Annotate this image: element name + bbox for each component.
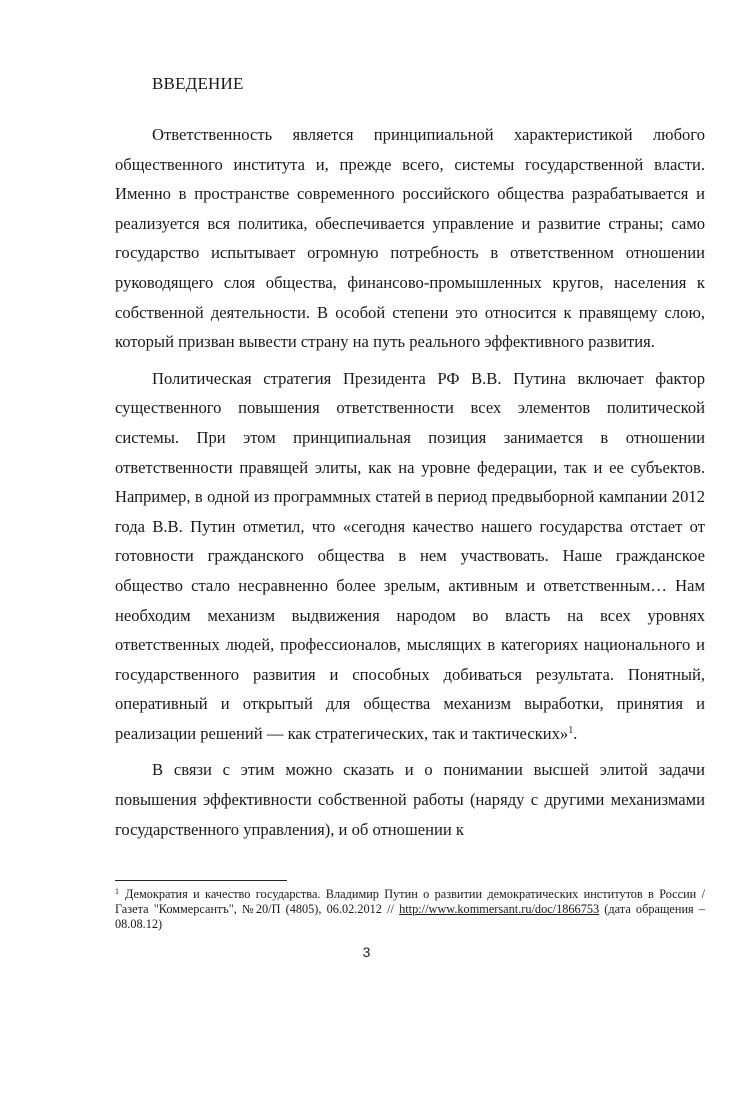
footnote-reference[interactable]: 1 [568,724,574,736]
paragraph-2-text: Политическая стратегия Президента РФ В.В. Путина включает фактор существенного повышения ответственности всех элементов политической системы. При этом принципиальная позиция занимается в отношении ответственности правящей элиты, как на уровне федерации, так и ее субъектов. Например, в одной из программных статей в период предвыборной кампании 2012 года В.В. Путин отметил, что «сегодня качество нашего государства отстает от готовности гражданского общества в нем участвовать. Наше гражданское общество стало несравненно более зрелым, активным и ответственным… Нам необходим механизм выдвижения народом во власть на всех уровнях ответственных людей, профессионалов, мыслящих в категориях национального и государственного развития и способных добиваться результата. Понятный, оперативный и открытый для общества механизм выработки, принятия и реализации решений — как стратегических, так и тактических» [115,368,705,743]
paragraph-2: Политическая стратегия Президента РФ В.В. Путина включает фактор существенного повышения ответственности всех элементов политической системы. При этом принципиальная позиция занимается в отношении ответственности правящей элиты, как на уровне федерации, так и ее субъектов. Например, в одной из программных статей в период предвыборной кампании 2012 года В.В. Путин отметил, что «сегодня качество нашего государства отстает от готовности гражданского общества в нем участвовать. Наше гражданское общество стало несравненно более зрелым, активным и ответственным… Нам необходим механизм выдвижения народом во власть на всех уровнях ответственных людей, профессионалов, мыслящих в категориях национального и государственного развития и способных добиваться результата. Понятный, оперативный и открытый для общества механизм выработки, принятия и реализации решений — как стратегических, так и тактических»$^1$. [115,368,705,743]
paragraph-1: Ответственность является принципиальной характеристикой любого общественного института и, прежде всего, системы государственной власти. Именно в пространстве современного российского общества разрабатывается и реализуется вся политика, обеспечивается управление и развитие страны; само государство испытывает огромную потребность в ответственном отношении руководящего слоя общества, финансово-промышленных кругов, населения к собственной деятельности. В особой степени это относится к правящему слою, который призван вывести страну на путь реального эффективного развития. [115,125,705,352]
footnote-access-date: (дата обращения – 08.08.12) [115,902,705,931]
footnote-link[interactable]: http://www.kommersant.ru/doc/1866753 [399,902,600,916]
page-number: 3 [362,944,371,960]
section-heading: ВВЕДЕНИЕ [152,74,244,93]
footnote-marker: 1 [115,887,119,896]
footnote-separator [115,880,287,881]
body-text [115,120,705,844]
paragraph-3: В связи с этим можно сказать и о понимании высшей элитой задачи повышения эффективности собственной работы (наряду с другими механизмами государственного управления), и об отношении к [115,760,705,839]
footnote [115,887,705,932]
footnote-text: Демократия и качество государства. Владимир Путин о развитии демократических институтов в России / Газета "Коммерсантъ", №20/П (4805), 06.02.2012 // [115,887,705,916]
